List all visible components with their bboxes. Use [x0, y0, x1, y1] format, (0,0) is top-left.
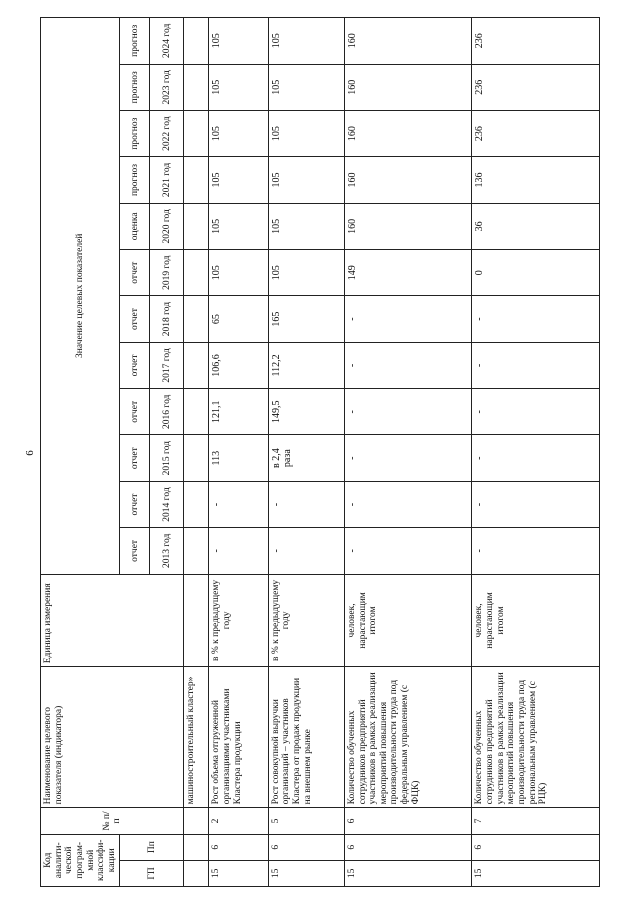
cell-name: Количество обученных сотрудников предприятий участников в рамках реализации мероприятий повышения производительности труда под федеральным управлением (с ФЦК): [344, 667, 471, 808]
cell-unit: в % к предыдущему году: [268, 574, 344, 667]
header-code: Код аналити-ческой програм-мной классифи-кации: [41, 834, 120, 886]
cell-value: 105: [209, 18, 268, 65]
cell-value: 105: [268, 157, 344, 203]
header-status: отчет: [120, 389, 150, 435]
cell-gp: [184, 860, 209, 886]
table-row: [209, 18, 268, 887]
table-body: [184, 18, 600, 887]
cell-gp: 15: [268, 860, 344, 886]
cell-value: 165: [268, 296, 344, 342]
cell-value: -: [472, 528, 600, 574]
cell-value: [184, 528, 209, 574]
cell-unit: человек, нарастающим итогом: [344, 574, 471, 667]
cell-value: 105: [268, 18, 344, 65]
cell-value: [184, 157, 209, 203]
cell-value: 0: [472, 250, 600, 296]
cell-value: [184, 64, 209, 110]
cell-value: -: [472, 435, 600, 481]
cell-value: 112,2: [268, 342, 344, 388]
header-status: оценка: [120, 203, 150, 249]
cell-value: 105: [209, 157, 268, 203]
header-status: отчет: [120, 296, 150, 342]
cell-unit: [184, 574, 209, 667]
cell-value: 113: [209, 435, 268, 481]
cell-value: [184, 18, 209, 65]
cell-name: машиностроительный кластер»: [184, 667, 209, 808]
cell-name: Количество обученных сотрудников предприятий участников в рамках реализации мероприятий повышения производительности труда под региональным управлением (с РЦК): [472, 667, 600, 808]
header-status: отчет: [120, 250, 150, 296]
cell-gp: 15: [209, 860, 268, 886]
cell-pp: [184, 834, 209, 860]
cell-value: [184, 389, 209, 435]
cell-value: в 2,4 раза: [268, 435, 344, 481]
header-status: отчет: [120, 528, 150, 574]
cell-value: 36: [472, 203, 600, 249]
header-name: Наименование целевого показателя (индикатора): [41, 667, 184, 808]
table-row: [472, 18, 600, 887]
cell-value: 149: [344, 250, 471, 296]
cell-value: 149,5: [268, 389, 344, 435]
cell-value: -: [268, 528, 344, 574]
cell-value: [184, 481, 209, 527]
cell-value: 160: [344, 18, 471, 65]
cell-value: 105: [268, 203, 344, 249]
cell-value: 160: [344, 110, 471, 156]
header-year: 2018 год: [150, 296, 184, 342]
header-gp: ГП: [120, 860, 184, 886]
cell-value: -: [344, 481, 471, 527]
cell-value: [184, 250, 209, 296]
cell-num: [184, 808, 209, 834]
header-year: 2023 год: [150, 64, 184, 110]
cell-value: 105: [209, 250, 268, 296]
cell-value: 105: [268, 110, 344, 156]
cell-value: [184, 203, 209, 249]
header-status: отчет: [120, 481, 150, 527]
header-unit: Единица измерения: [41, 574, 184, 667]
table-row: [268, 18, 344, 887]
cell-value: 105: [268, 250, 344, 296]
cell-num: 5: [268, 808, 344, 834]
cell-value: 105: [209, 110, 268, 156]
cell-value: -: [344, 528, 471, 574]
header-status: прогноз: [120, 18, 150, 65]
cell-value: 105: [209, 64, 268, 110]
cell-value: -: [472, 296, 600, 342]
cell-value: 236: [472, 64, 600, 110]
cell-value: -: [344, 389, 471, 435]
cell-unit: человек, нарастающим итогом: [472, 574, 600, 667]
cell-pp: 6: [209, 834, 268, 860]
cell-value: -: [344, 342, 471, 388]
cell-value: -: [268, 481, 344, 527]
cell-value: -: [344, 296, 471, 342]
header-status: прогноз: [120, 110, 150, 156]
cell-gp: 15: [344, 860, 471, 886]
cell-value: 105: [209, 203, 268, 249]
header-num: № п/п: [41, 808, 184, 834]
header-year: 2024 год: [150, 18, 184, 65]
header-year: 2015 год: [150, 435, 184, 481]
cell-value: 160: [344, 203, 471, 249]
header-year: 2017 год: [150, 342, 184, 388]
cell-value: -: [209, 528, 268, 574]
header-status: отчет: [120, 435, 150, 481]
cell-value: [184, 110, 209, 156]
cell-unit: в % к предыдущему году: [209, 574, 268, 667]
header-year: 2016 год: [150, 389, 184, 435]
header-year: 2020 год: [150, 203, 184, 249]
cell-pp: 6: [344, 834, 471, 860]
cell-value: 160: [344, 64, 471, 110]
header-status: прогноз: [120, 157, 150, 203]
header-year: 2014 год: [150, 481, 184, 527]
cell-value: -: [209, 481, 268, 527]
cell-value: -: [472, 342, 600, 388]
cell-num: 6: [344, 808, 471, 834]
header-year: 2022 год: [150, 110, 184, 156]
header-year: 2019 год: [150, 250, 184, 296]
cell-num: 2: [209, 808, 268, 834]
cell-num: 7: [472, 808, 600, 834]
cell-value: 105: [268, 64, 344, 110]
cell-pp: 6: [472, 834, 600, 860]
cell-value: -: [344, 435, 471, 481]
cell-value: [184, 435, 209, 481]
indicators-table: [40, 17, 600, 887]
cell-value: 160: [344, 157, 471, 203]
cell-pp: 6: [268, 834, 344, 860]
header-pp: Пп: [120, 834, 184, 860]
page-number: 6: [24, 450, 36, 456]
header-values: Значение целевых показателей: [41, 18, 120, 575]
cell-name: Рост объема отгруженной организациями участниками Кластера продукции: [209, 667, 268, 808]
rotated-sheet: [40, 17, 600, 887]
cell-value: 236: [472, 110, 600, 156]
cell-value: 121,1: [209, 389, 268, 435]
header-year: 2013 год: [150, 528, 184, 574]
cell-value: [184, 296, 209, 342]
cell-value: 136: [472, 157, 600, 203]
cell-value: -: [472, 481, 600, 527]
cell-value: -: [472, 389, 600, 435]
header-year: 2021 год: [150, 157, 184, 203]
cell-gp: 15: [472, 860, 600, 886]
header-status: прогноз: [120, 64, 150, 110]
cell-value: 106,6: [209, 342, 268, 388]
cell-value: [184, 342, 209, 388]
header-status: отчет: [120, 342, 150, 388]
cell-value: 65: [209, 296, 268, 342]
cell-value: 236: [472, 18, 600, 65]
table-row: [184, 18, 209, 887]
cell-name: Рост совокупной выручки организаций – участников Кластера от продаж продукции на внешнем рынке: [268, 667, 344, 808]
table-row: [344, 18, 471, 887]
